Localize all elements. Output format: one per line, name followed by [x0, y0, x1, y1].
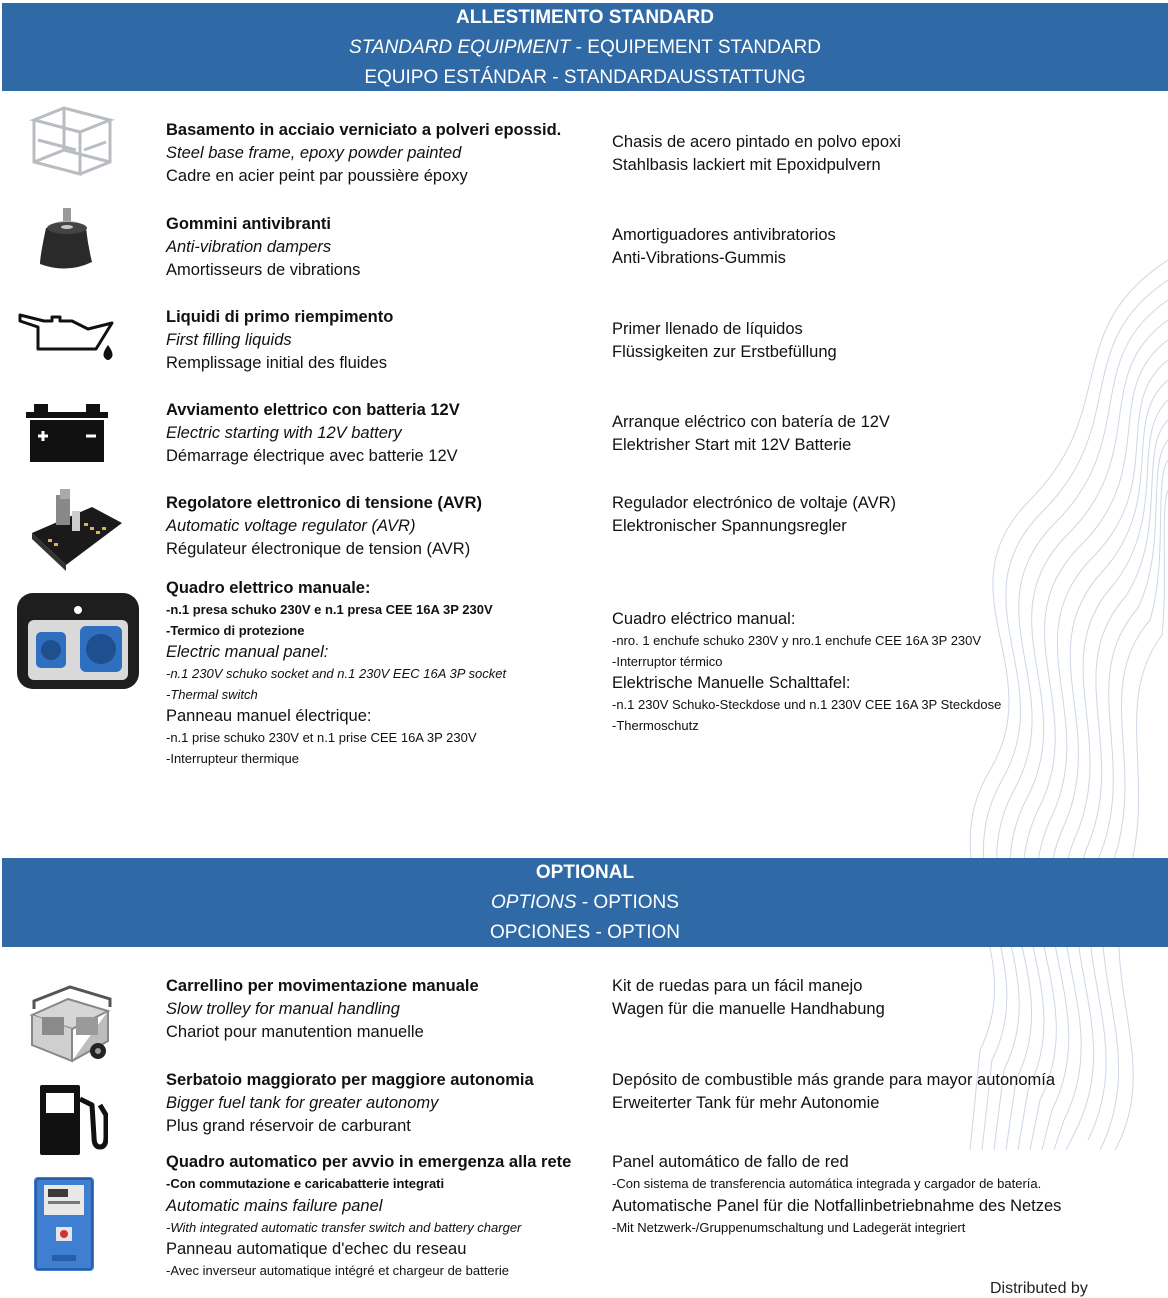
item-title-de: Wagen für die manuelle Handhabung [612, 1000, 885, 1018]
standard-equipment-header [2, 3, 1168, 91]
item-title-es: Kit de ruedas para un fácil manejo [612, 977, 863, 995]
amf-de-line1: -Mit Netzwerk-/Gruppenumschaltung und Ladegerät integriert [612, 1219, 966, 1235]
item-title-es: Regulador electrónico de voltaje (AVR) [612, 494, 897, 512]
item-title-it: Serbatoio maggiorato per maggiore autonomia [166, 1071, 534, 1089]
item-title-de: Erweiterter Tank für mehr Autonomie [612, 1094, 880, 1112]
item-title-en: Anti-vibration dampers [166, 238, 332, 256]
panel-de-line1: -n.1 230V Schuko-Steckdose und n.1 230V CEE 16A 3P Steckdose [612, 697, 1002, 712]
item-title-de: Elektrisher Start mit 12V Batterie [612, 436, 852, 454]
amf-title-de: Automatische Panel für die Notfallinbetriebnahme des Netzes [612, 1196, 1062, 1215]
item-title-es: Depósito de combustible más grande para mayor autonomía [612, 1071, 1055, 1089]
item-title-de: Stahlbasis lackiert mit Epoxidpulvern [612, 156, 881, 174]
panel-title-fr: Panneau manuel électrique: [166, 707, 372, 725]
panel-it-line1: -n.1 presa schuko 230V e n.1 presa CEE 16A 3P 230V [166, 602, 493, 617]
amf-title-es: Panel automático de fallo de red [612, 1153, 849, 1171]
item-title-en: Automatic voltage regulator (AVR) [166, 517, 416, 535]
optional-subtitle-es-de: OPCIONES - OPTION [489, 922, 681, 943]
item-title-fr: Plus grand réservoir de carburant [166, 1117, 411, 1135]
amf-en-line1: -With integrated automatic transfer switch and battery charger [166, 1219, 522, 1235]
standard-item-es-de-block [612, 411, 890, 457]
amf-title-it: Quadro automatico per avvio in emergenza alla rete [166, 1153, 572, 1171]
panel-en-line1: -n.1 230V schuko socket and n.1 230V EEC 16A 3P socket [166, 666, 507, 681]
item-title-es: Arranque eléctrico con batería de 12V [612, 413, 890, 431]
panel-fr-line1: -n.1 prise schuko 230V et n.1 prise CEE 16A 3P 230V [166, 730, 477, 745]
standard-item-es-de-block [612, 492, 896, 538]
amf-it-block [166, 1151, 571, 1282]
item-title-en: First filling liquids [166, 331, 292, 349]
item-title-it: Gommini antivibranti [166, 215, 332, 233]
panel-fr-line2: -Interrupteur thermique [166, 750, 299, 766]
panel-it-block [166, 577, 506, 769]
standard-subtitle-en: STANDARD EQUIPMENT [349, 37, 571, 58]
standard-subtitle [2, 33, 1168, 63]
item-title-it: Regolatore elettronico di tensione (AVR) [166, 494, 482, 512]
standard-item-it-block [166, 119, 561, 188]
item-title-es: Amortiguadores antivibratorios [612, 226, 836, 244]
panel-it-line2: -Termico di protezione [166, 622, 305, 638]
anti-vibration-damper-icon [32, 206, 102, 276]
item-title-es: Primer llenado de líquidos [612, 320, 803, 338]
panel-title-es: Cuadro eléctrico manual: [612, 610, 796, 628]
standard-item-it-block [166, 399, 460, 468]
voltage-regulator-icon [26, 487, 126, 571]
amf-it-line1: -Con commutazione e caricabatterie integrati [166, 1176, 445, 1191]
panel-de-line2: -Thermoschutz [612, 717, 699, 733]
amf-title-fr: Panneau automatique d'echec du reseau [166, 1240, 467, 1258]
amf-fr-line1: -Avec inverseur automatique intégré et chargeur de batterie [166, 1263, 510, 1278]
standard-item-it-block [166, 492, 482, 561]
amf-title-en: Automatic mains failure panel [166, 1196, 383, 1215]
panel-title-it: Quadro elettrico manuale: [166, 579, 371, 597]
item-title-de: Flüssigkeiten zur Erstbefüllung [612, 343, 837, 361]
standard-subtitle-es-de: EQUIPO ESTÁNDAR - STANDARDAUSSTATTUNG [364, 67, 806, 88]
optional-subtitle-en: OPTIONS [491, 892, 577, 913]
automatic-panel-icon [32, 1175, 96, 1273]
distributed-by-label: Distributed by [990, 1280, 1088, 1297]
optional-item-it-block [166, 1069, 534, 1138]
panel-es-line1: -nro. 1 enchufe schuko 230V y nro.1 enchufe CEE 16A 3P 230V [612, 633, 982, 648]
optional-subtitle-fr: - OPTIONS [576, 892, 679, 913]
item-title-de: Elektronischer Spannungsregler [612, 517, 847, 535]
standard-item-es-de-block [612, 131, 901, 177]
panel-title-de: Elektrische Manuelle Schalttafel: [612, 674, 851, 692]
standard-item-es-de-block [612, 224, 836, 270]
item-title-es: Chasis de acero pintado en polvo epoxi [612, 133, 901, 151]
standard-item-es-de-block [612, 318, 837, 364]
item-title-fr: Cadre en acier peint par poussière époxy [166, 167, 468, 185]
item-title-it: Avviamento elettrico con batteria 12V [166, 401, 460, 419]
panel-es-line2: -Interruptor térmico [612, 653, 723, 669]
standard-item-it-block [166, 306, 393, 375]
steel-frame-icon [24, 100, 116, 178]
item-title-de: Anti-Vibrations-Gummis [612, 249, 786, 267]
optional-title: OPTIONAL [535, 862, 635, 883]
standard-title: ALLESTIMENTO STANDARD [456, 7, 714, 28]
standard-item-it-block [166, 213, 360, 282]
item-title-it: Basamento in acciaio verniciato a polveri epossid. [166, 121, 562, 139]
optional-item-es-de-block [612, 1069, 1055, 1115]
optional-item-es-de-block [612, 975, 885, 1021]
amf-es-de-block [612, 1151, 1061, 1238]
item-title-fr: Amortisseurs de vibrations [166, 261, 361, 279]
item-title-en: Slow trolley for manual handling [166, 1000, 400, 1018]
electric-panel-icon [16, 592, 140, 690]
panel-es-de-block [612, 608, 1001, 736]
panel-en-line2: -Thermal switch [166, 686, 258, 702]
trolley-icon [24, 981, 114, 1067]
item-title-fr: Démarrage électrique avec batterie 12V [166, 447, 458, 465]
item-title-en: Steel base frame, epoxy powder painted [166, 144, 462, 162]
battery-icon [24, 402, 110, 464]
amf-es-line1: -Con sistema de transferencia automática integrada y cargador de batería. [612, 1176, 1042, 1191]
optional-subtitle [2, 888, 1168, 918]
item-title-fr: Chariot pour manutention manuelle [166, 1023, 424, 1041]
optional-header [2, 858, 1168, 947]
item-title-en: Electric starting with 12V battery [166, 424, 402, 442]
oil-can-icon [16, 309, 120, 363]
item-title-fr: Remplissage initial des fluides [166, 354, 388, 372]
fuel-pump-icon [38, 1081, 108, 1159]
item-title-it: Liquidi di primo riempimento [166, 308, 394, 326]
item-title-en: Bigger fuel tank for greater autonomy [166, 1094, 439, 1112]
item-title-it: Carrellino per movimentazione manuale [166, 977, 479, 995]
optional-item-it-block [166, 975, 479, 1044]
standard-subtitle-fr: - EQUIPEMENT STANDARD [570, 37, 821, 58]
item-title-fr: Régulateur électronique de tension (AVR) [166, 540, 471, 558]
panel-title-en: Electric manual panel: [166, 643, 329, 661]
